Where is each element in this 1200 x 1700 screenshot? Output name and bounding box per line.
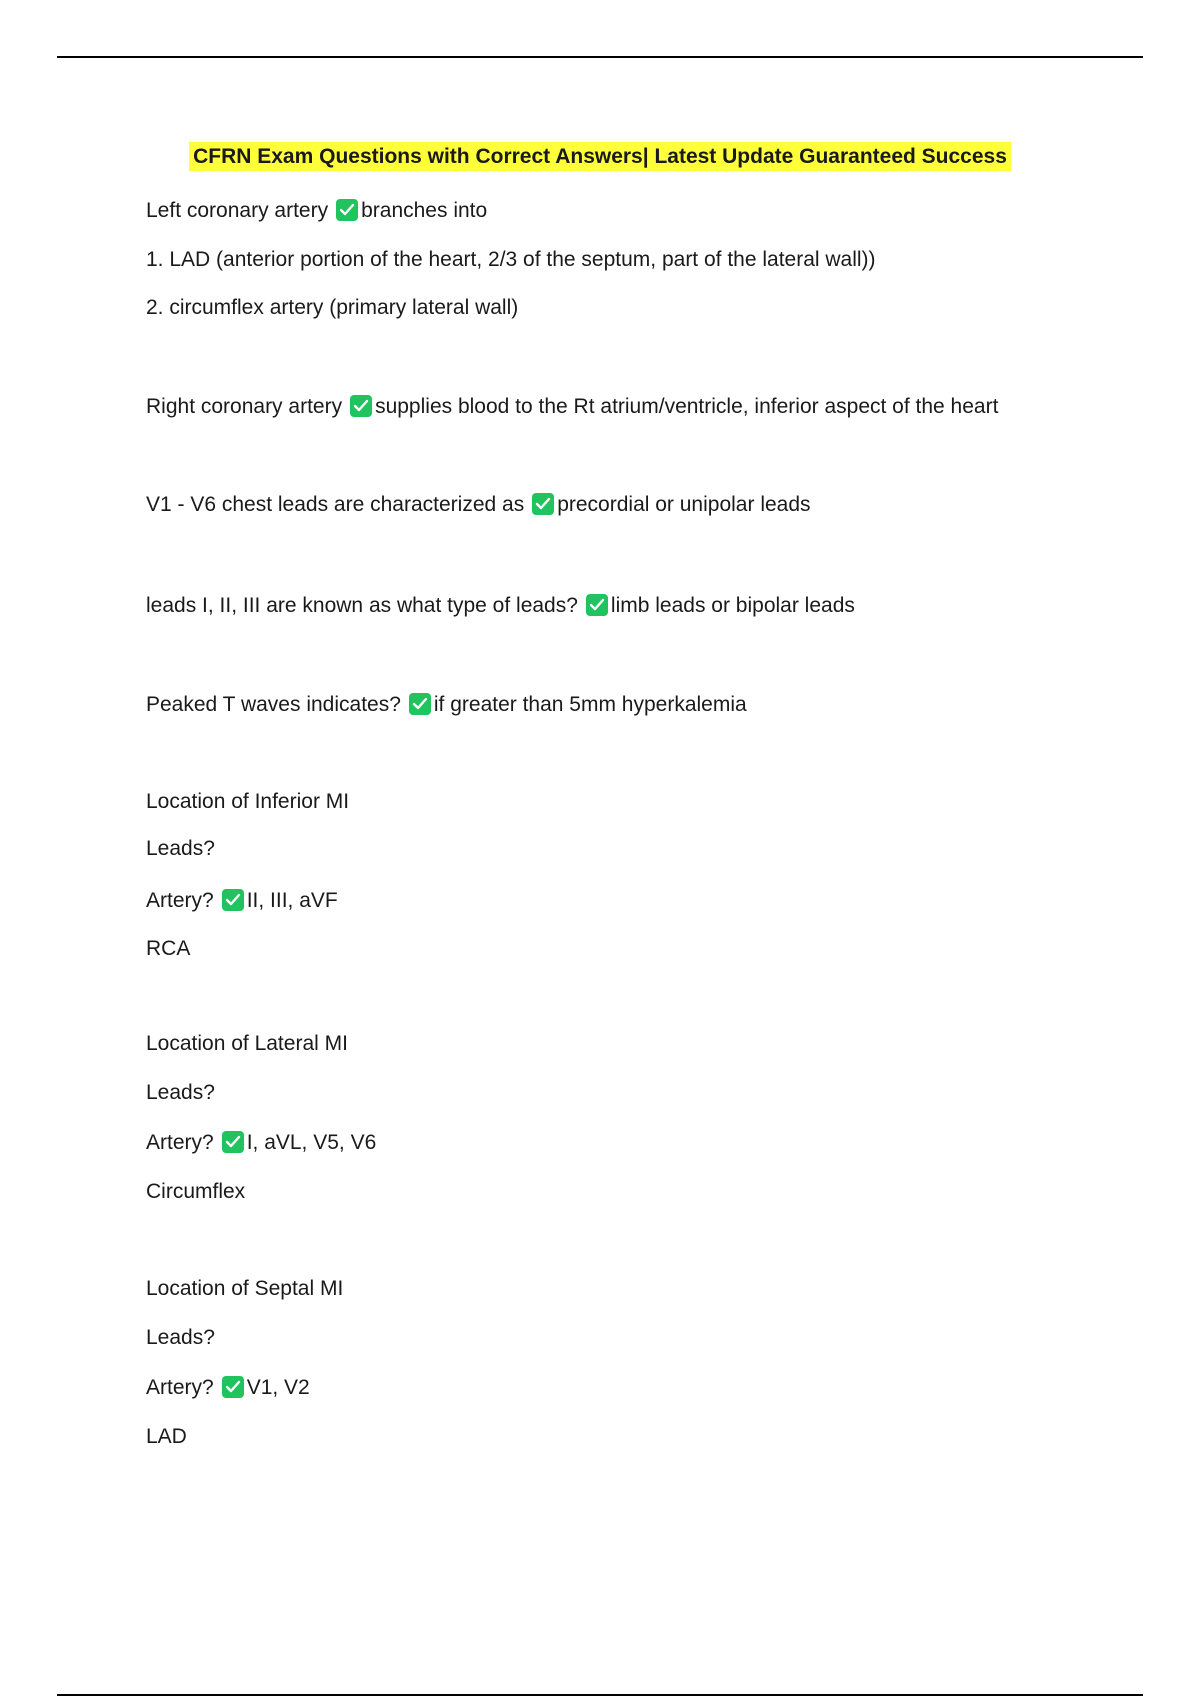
inferior-mi-answer: RCA <box>146 937 191 960</box>
check-mark-icon <box>532 493 554 515</box>
qa-peaked-t <box>146 692 747 718</box>
answer-text: branches into <box>361 199 488 222</box>
lateral-mi-leads: Leads? <box>146 1081 215 1104</box>
septal-mi-answer: LAD <box>146 1425 187 1448</box>
answer-text: I, aVL, V5, V6 <box>246 1131 377 1154</box>
check-mark-icon <box>409 693 431 715</box>
lateral-mi-answer: Circumflex <box>146 1180 246 1203</box>
question-text: Artery? <box>146 889 214 912</box>
qa-inferior-artery <box>146 888 338 914</box>
check-mark-icon <box>350 395 372 417</box>
answer-text: precordial or unipolar leads <box>557 493 811 516</box>
answer-text: limb leads or bipolar leads <box>610 594 855 617</box>
answer-text: if greater than 5mm hyperkalemia <box>433 693 747 716</box>
question-text: V1 - V6 chest leads are characterized as <box>146 493 525 516</box>
text-line: 2. circumflex artery (primary lateral wall) <box>146 296 519 319</box>
qa-septal-artery <box>146 1375 310 1401</box>
check-mark-icon <box>222 1376 244 1398</box>
check-mark-icon <box>336 199 358 221</box>
question-text: Right coronary artery <box>146 395 343 418</box>
septal-mi-location: Location of Septal MI <box>146 1277 344 1300</box>
check-mark-icon <box>222 889 244 911</box>
question-text: Left coronary artery <box>146 199 329 222</box>
qa-limb-leads <box>146 593 855 619</box>
header-rule <box>57 56 1143 58</box>
answer-text: II, III, aVF <box>246 889 338 912</box>
question-text: Artery? <box>146 1131 214 1154</box>
text-line: 1. LAD (anterior portion of the heart, 2/3 of the septum, part of the lateral wall)) <box>146 248 876 271</box>
qa-chest-leads <box>146 492 811 518</box>
qa-lateral-artery <box>146 1130 376 1156</box>
check-mark-icon <box>586 594 608 616</box>
inferior-mi-location: Location of Inferior MI <box>146 790 350 813</box>
lateral-mi-location: Location of Lateral MI <box>146 1032 348 1055</box>
footer-rule <box>57 1694 1143 1696</box>
question-text: Artery? <box>146 1376 214 1399</box>
question-text: leads I, II, III are known as what type of leads? <box>146 594 578 617</box>
answer-text: supplies blood to the Rt atrium/ventricle, inferior aspect of the heart <box>375 395 999 418</box>
septal-mi-leads: Leads? <box>146 1326 215 1349</box>
question-text: Peaked T waves indicates? <box>146 693 401 716</box>
answer-text: V1, V2 <box>246 1376 310 1399</box>
qa-right-coronary <box>146 394 998 420</box>
check-mark-icon <box>222 1131 244 1153</box>
title-highlight: CFRN Exam Questions with Correct Answers| Latest Update Guaranteed Success <box>189 142 1011 171</box>
inferior-mi-leads: Leads? <box>146 837 215 860</box>
qa-left-coronary <box>146 198 487 224</box>
document-title <box>0 145 1200 169</box>
